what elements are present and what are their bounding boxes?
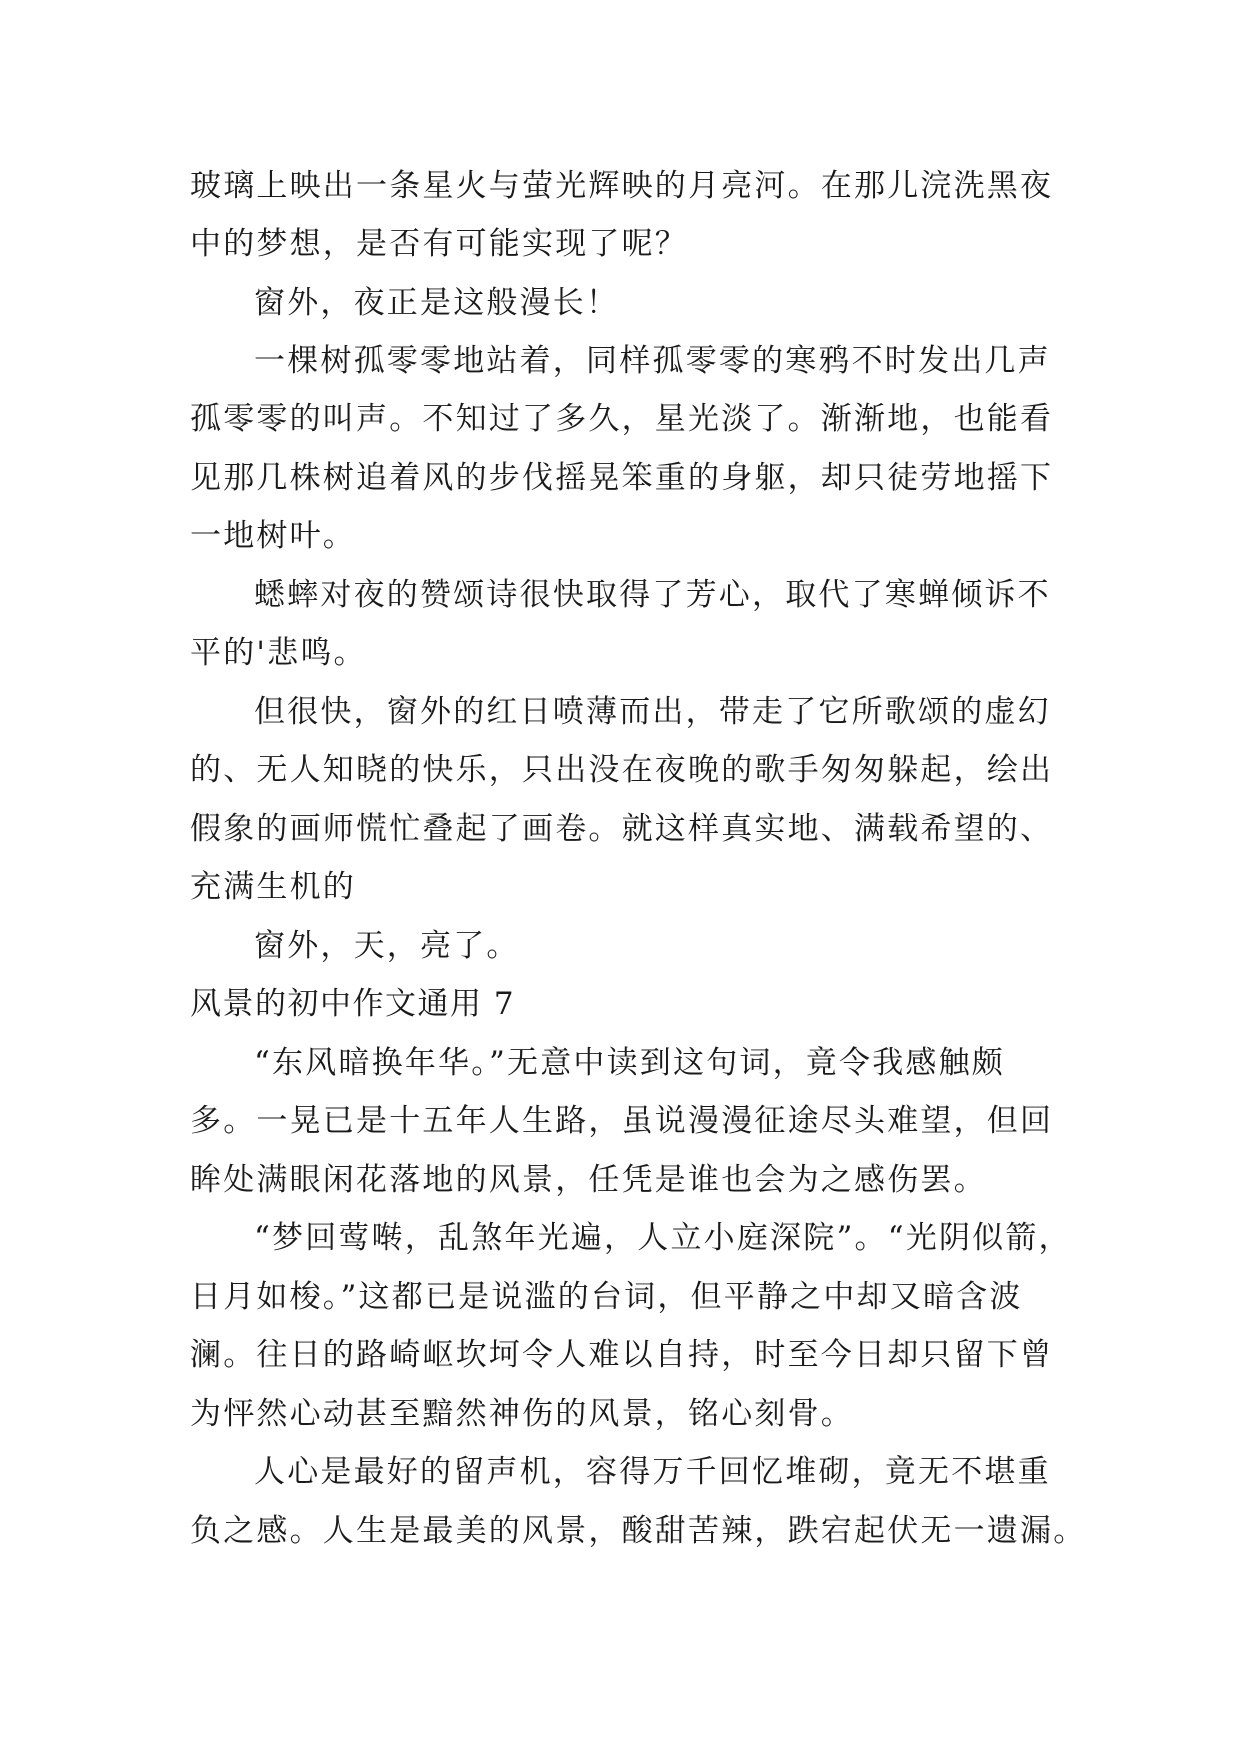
paragraph-line: 窗外，夜正是这般漫长！ [254, 285, 620, 321]
paragraph-line: 眸处满眼闲花落地的风景，任凭是谁也会为之感伤罢。 [190, 1162, 987, 1198]
paragraph-line: 蟋蟀对夜的赞颂诗很快取得了芳心，取代了寒蝉倾诉不 [254, 577, 1051, 613]
paragraph-line: 为怦然心动甚至黯然神伤的风景，铭心刻骨。 [190, 1396, 854, 1432]
paragraph-line: 日月如梭。”这都已是说滥的台词，但平静之中却又暗含波 [190, 1279, 1023, 1315]
paragraph-line: 一地树叶。 [190, 518, 356, 554]
paragraph-line: 但很快，窗外的红日喷薄而出，带走了它所歌颂的虚幻 [254, 694, 1051, 730]
paragraph-line: 孤零零的叫声。不知过了多久，星光淡了。渐渐地，也能看 [190, 401, 1054, 437]
paragraph-line: “梦回莺啭，乱煞年光遍，人立小庭深院”。“光阴似箭， [254, 1220, 1072, 1256]
paragraph-line: 中的梦想，是否有可能实现了呢？ [190, 226, 688, 262]
paragraph-line: 充满生机的 [190, 869, 356, 905]
paragraph-line: 见那几株树追着风的步伐摇晃笨重的身躯，却只徒劳地摇下 [190, 460, 1054, 496]
paragraph-line: 多。一晃已是十五年人生路，虽说漫漫征途尽头难望，但回 [190, 1103, 1054, 1139]
paragraph-line: 假象的画师慌忙叠起了画卷。就这样真实地、满载希望的、 [190, 811, 1054, 847]
paragraph-line: 平的'悲鸣。 [190, 635, 367, 671]
paragraph-line: 的、无人知晓的快乐，只出没在夜晚的歌手匆匆躲起，绘出 [190, 752, 1054, 788]
paragraph-line: 负之感。人生是最美的风景，酸甜苦辣，跌宕起伏无一遗漏。 [190, 1513, 1087, 1549]
paragraph-line: 澜。往日的路崎岖坎坷令人难以自持，时至今日却只留下曾 [190, 1337, 1054, 1373]
paragraph-line: 人心是最好的留声机，容得万千回忆堆砌，竟无不堪重 [254, 1454, 1051, 1490]
paragraph-line: “东风暗换年华。”无意中读到这句词，竟令我感触颇 [254, 1045, 1005, 1081]
paragraph-line: 一棵树孤零零地站着，同样孤零零的寒鸦不时发出几声 [254, 343, 1051, 379]
paragraph-line: 玻璃上映出一条星火与萤光辉映的月亮河。在那儿浣洗黑夜 [190, 168, 1054, 204]
paragraph-line: 窗外，天，亮了。 [254, 928, 520, 964]
section-heading: 风景的初中作文通用 7 [190, 986, 516, 1022]
